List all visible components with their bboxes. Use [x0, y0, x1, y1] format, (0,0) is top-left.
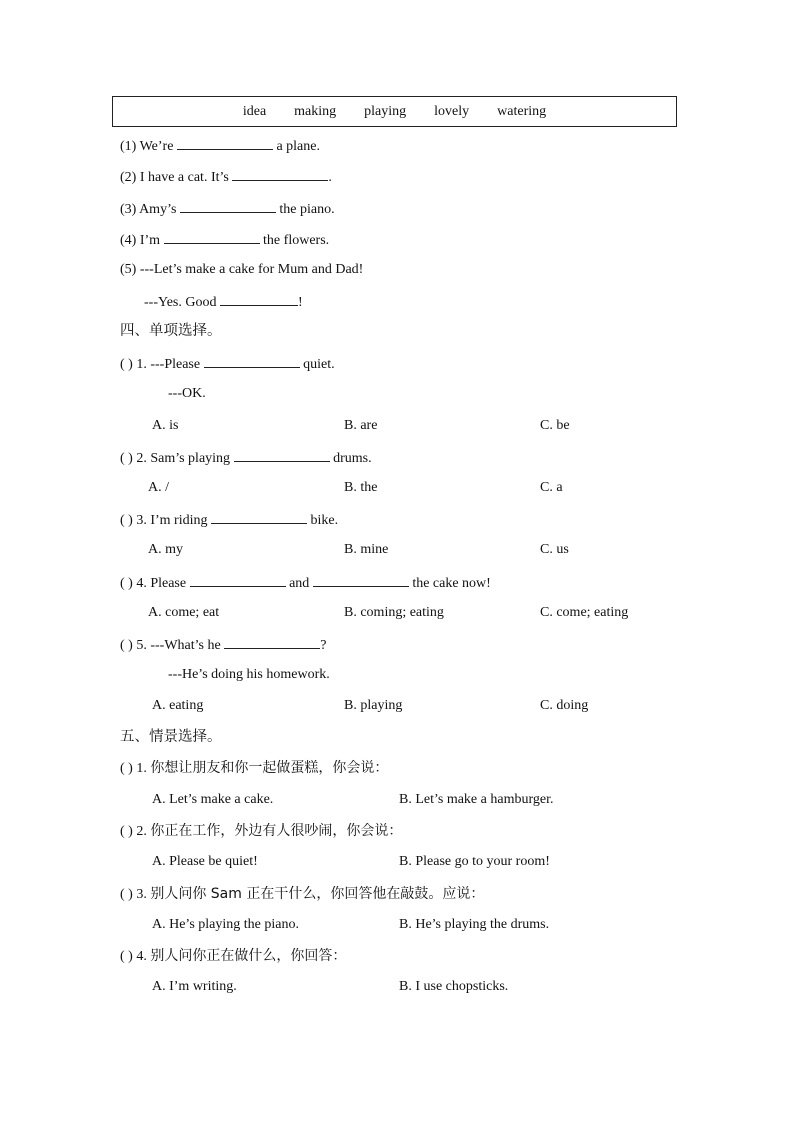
question-prompt: 别人问你 Sam 正在干什么，你回答他在敲鼓。应说：: [150, 886, 485, 902]
question-text: I’m: [139, 233, 161, 248]
question-number: 1.: [136, 761, 147, 776]
question-text: the piano.: [279, 202, 335, 217]
question-text: bike.: [310, 513, 339, 528]
answer-blank[interactable]: [164, 230, 260, 244]
question-text: ---Yes. Good: [144, 295, 217, 310]
option-b: B. the: [344, 480, 378, 495]
situation-question-1: [120, 759, 388, 778]
question-text: and: [289, 576, 310, 591]
word-bank-item: lovely: [434, 103, 470, 119]
question-reply: ---He’s doing his homework.: [168, 667, 330, 682]
answer-blank: [190, 573, 286, 587]
question-text: Please: [150, 576, 187, 591]
option-c: C. us: [540, 542, 569, 557]
word-bank-item: playing: [364, 103, 407, 119]
option-a: A. is: [152, 418, 179, 433]
word-bank-box: [112, 96, 677, 127]
question-text: a plane.: [276, 139, 320, 154]
fill-question-1: [120, 136, 320, 156]
answer-blank[interactable]: [232, 167, 328, 181]
option-a: A. I’m writing.: [152, 979, 237, 994]
fill-question-5: [120, 261, 363, 279]
option-b: B. are: [344, 418, 378, 433]
answer-parenthesis[interactable]: ( ): [120, 357, 133, 372]
question-prompt: 别人问你正在做什么，你回答：: [150, 948, 347, 964]
option-a: A. Please be quiet!: [152, 854, 258, 869]
question-number: 3.: [136, 887, 147, 902]
question-prompt: 你想让朋友和你一起做蛋糕，你会说：: [150, 760, 389, 776]
fill-question-3: [120, 199, 335, 219]
answer-blank: [234, 448, 330, 462]
question-number: (5): [120, 262, 137, 277]
answer-parenthesis[interactable]: ( ): [120, 576, 133, 591]
question-number: 4.: [136, 576, 147, 591]
fill-question-4: [120, 230, 329, 250]
answer-blank[interactable]: [220, 292, 298, 306]
option-b: B. I use chopsticks.: [399, 979, 509, 994]
answer-blank: [313, 573, 409, 587]
question-text: ?: [320, 638, 327, 653]
answer-blank: [204, 354, 300, 368]
option-b: B. playing: [344, 698, 403, 713]
option-a: A. Let’s make a cake.: [152, 792, 274, 807]
word-bank-item: making: [294, 103, 337, 119]
option-c: C. be: [540, 418, 570, 433]
question-text: !: [297, 295, 303, 310]
question-number: 1.: [136, 357, 147, 372]
fill-question-5-reply: [144, 292, 303, 312]
answer-blank: [224, 635, 320, 649]
word-bank-item: watering: [497, 103, 547, 119]
answer-parenthesis[interactable]: ( ): [120, 824, 133, 839]
section-heading: 四、单项选择。: [120, 323, 222, 339]
answer-parenthesis[interactable]: ( ): [120, 638, 133, 653]
option-a: A. He’s playing the piano.: [152, 917, 299, 932]
answer-parenthesis[interactable]: ( ): [120, 451, 133, 466]
option-b: B. mine: [344, 542, 389, 557]
answer-parenthesis[interactable]: ( ): [120, 949, 133, 964]
question-number: 3.: [136, 513, 147, 528]
answer-blank[interactable]: [180, 199, 276, 213]
section-heading: 五、情景选择。: [120, 729, 222, 745]
option-b: B. coming; eating: [344, 605, 444, 620]
question-text: quiet.: [303, 357, 335, 372]
question-prompt: 你正在工作，外边有人很吵闹，你会说：: [150, 823, 403, 839]
option-a: A. eating: [152, 698, 204, 713]
question-text: .: [328, 170, 332, 185]
question-number: (3): [120, 202, 137, 217]
question-number: (1): [120, 139, 137, 154]
question-text: the flowers.: [263, 233, 330, 248]
option-b: B. He’s playing the drums.: [399, 917, 550, 932]
option-b: B. Let’s make a hamburger.: [399, 792, 554, 807]
situation-question-3: [120, 885, 484, 904]
question-number: 2.: [136, 451, 147, 466]
situation-question-4: [120, 947, 346, 966]
option-c: C. doing: [540, 698, 589, 713]
question-text: ---Please: [150, 357, 201, 372]
choice-question-2: [120, 448, 372, 468]
question-text: I’m riding: [150, 513, 208, 528]
question-text: Amy’s: [139, 202, 177, 217]
option-a: A. my: [148, 542, 183, 557]
question-number: 4.: [136, 949, 147, 964]
option-a: A. /: [148, 480, 169, 495]
question-text: I have a cat. It’s: [139, 170, 229, 185]
answer-blank: [211, 510, 307, 524]
word-bank-item: idea: [242, 103, 267, 119]
option-a: A. come; eat: [148, 605, 220, 620]
situation-question-2: [120, 822, 402, 841]
question-number: (4): [120, 233, 137, 248]
fill-question-2: [120, 167, 332, 187]
question-text: drums.: [333, 451, 372, 466]
answer-parenthesis[interactable]: ( ): [120, 887, 133, 902]
question-text: ---What’s he: [150, 638, 221, 653]
question-reply: ---OK.: [168, 386, 206, 401]
choice-question-5: [120, 635, 326, 655]
question-text: the cake now!: [412, 576, 491, 591]
option-c: C. come; eating: [540, 605, 629, 620]
option-b: B. Please go to your room!: [399, 854, 550, 869]
question-number: 2.: [136, 824, 147, 839]
choice-question-4: [120, 573, 491, 593]
question-number: (2): [120, 170, 137, 185]
question-text: We’re: [139, 139, 174, 154]
answer-parenthesis[interactable]: ( ): [120, 761, 133, 776]
answer-blank[interactable]: [177, 136, 273, 150]
question-text: Sam’s playing: [150, 451, 231, 466]
answer-parenthesis[interactable]: ( ): [120, 513, 133, 528]
option-c: C. a: [540, 480, 563, 495]
question-number: 5.: [136, 638, 147, 653]
choice-question-1: [120, 354, 335, 374]
choice-question-3: [120, 510, 338, 530]
question-text: ---Let’s make a cake for Mum and Dad!: [139, 262, 364, 277]
